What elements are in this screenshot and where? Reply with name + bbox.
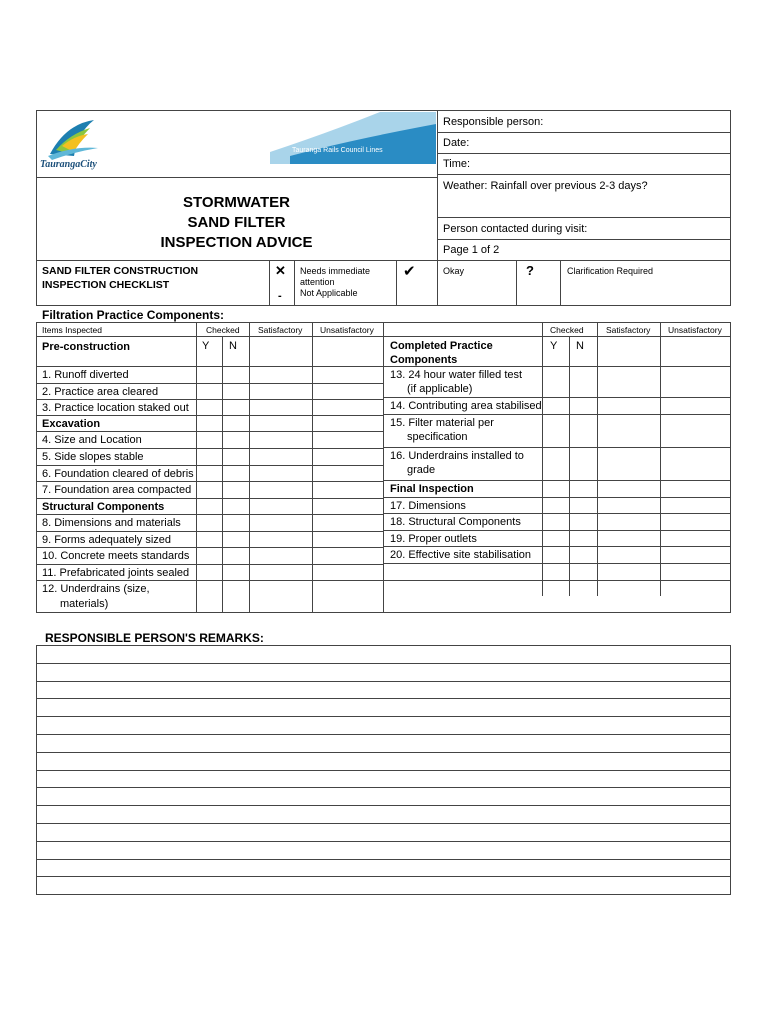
- cross-icon: ✕: [275, 263, 286, 278]
- checklist-item: Structural Components: [42, 501, 165, 513]
- checklist-item: 16. Underdrains installed to: [390, 450, 524, 462]
- checklist-item: 7. Foundation area compacted: [42, 484, 192, 496]
- remark-line: [36, 698, 731, 699]
- row-rule: [383, 497, 731, 498]
- row-rule: [36, 399, 383, 400]
- row-rule: [36, 415, 383, 416]
- col-y: Y: [550, 340, 558, 352]
- rule: [516, 261, 517, 306]
- remark-line: [36, 805, 731, 806]
- date-field[interactable]: Date:: [443, 137, 470, 149]
- row-rule: [36, 514, 383, 515]
- not-applicable-label: Not Applicable: [300, 288, 358, 298]
- row-rule: [383, 447, 731, 448]
- row-rule: [36, 465, 383, 466]
- col-unsatisfactory: Unsatisfactory: [320, 325, 374, 335]
- row-rule: [36, 531, 383, 532]
- checklist-item: 10. Concrete meets standards: [42, 550, 190, 562]
- remark-line: [36, 663, 731, 664]
- rule: [437, 261, 438, 306]
- checklist-item: 19. Proper outlets: [390, 533, 477, 545]
- question-icon: ?: [526, 263, 534, 278]
- clarification-label: Clarification Required: [567, 266, 654, 276]
- checklist-item: 18. Structural Components: [390, 516, 521, 528]
- city-logo-icon: [44, 116, 100, 162]
- row-rule: [36, 383, 383, 384]
- person-contacted-field[interactable]: Person contacted during visit:: [443, 223, 588, 235]
- checklist-item: specification: [407, 431, 468, 443]
- rule: [437, 217, 731, 218]
- section-title: Filtration Practice Components:: [42, 308, 225, 322]
- remark-line: [36, 752, 731, 753]
- row-rule: [383, 414, 731, 415]
- checklist-item: 2. Practice area cleared: [42, 386, 159, 398]
- checklist-item: 12. Underdrains (size,: [42, 583, 150, 595]
- rule: [437, 132, 731, 133]
- checklist-item: grade: [407, 464, 436, 476]
- checklist-item: (if applicable): [407, 383, 473, 395]
- col-unsatisfactory: Unsatisfactory: [668, 325, 722, 335]
- banner-wave-icon: [270, 112, 436, 164]
- col-n: N: [576, 340, 584, 352]
- rule: [269, 261, 270, 306]
- checklist-item: 17. Dimensions: [390, 500, 466, 512]
- row-rule: [383, 530, 731, 531]
- checklist-item: Completed Practice: [390, 340, 493, 352]
- col-n: N: [229, 340, 237, 352]
- rule: [437, 153, 731, 154]
- checklist-item: Components: [390, 354, 458, 366]
- checklist-item: 11. Prefabricated joints sealed: [42, 567, 190, 579]
- header-logo-divider: [36, 177, 437, 178]
- remark-line: [36, 716, 731, 717]
- logo-text: TaurangaCity: [40, 159, 97, 170]
- checklist-item: 8. Dimensions and materials: [42, 517, 181, 529]
- row-rule: [36, 580, 383, 581]
- remark-line: [36, 734, 731, 735]
- checklist-item: 5. Side slopes stable: [42, 451, 144, 463]
- checklist-item: 20. Effective site stabilisation: [390, 549, 532, 561]
- time-field[interactable]: Time:: [443, 158, 471, 170]
- checklist-title: INSPECTION CHECKLIST: [42, 279, 170, 291]
- checklist-item: 3. Practice location staked out: [42, 402, 189, 414]
- rule: [437, 174, 731, 175]
- responsible-person-field[interactable]: Responsible person:: [443, 116, 544, 128]
- title-line: SAND FILTER: [187, 214, 286, 231]
- remark-line: [36, 859, 731, 860]
- col-checked: Checked: [206, 325, 240, 335]
- needs-attention-label: attention: [300, 277, 335, 287]
- checklist-item: 13. 24 hour water filled test: [390, 369, 523, 381]
- row-rule: [36, 448, 383, 449]
- checklist-item: materials): [60, 598, 109, 610]
- rule: [569, 336, 570, 596]
- row-rule: [36, 431, 383, 432]
- col-y: Y: [202, 340, 210, 352]
- banner-text: Tauranga Rails Council Lines: [292, 147, 383, 154]
- rule: [222, 336, 223, 613]
- title-line: INSPECTION ADVICE: [160, 234, 313, 251]
- rule: [660, 322, 661, 596]
- checklist-item: 15. Filter material per: [390, 417, 494, 429]
- rule: [542, 322, 543, 596]
- remark-line: [36, 841, 731, 842]
- checklist-item: 1. Runoff diverted: [42, 369, 129, 381]
- row-rule: [36, 481, 383, 482]
- checklist-item: 9. Forms adequately sized: [42, 534, 172, 546]
- remark-line: [36, 876, 731, 877]
- row-rule: [36, 547, 383, 548]
- row-rule: [383, 480, 731, 481]
- row-rule: [383, 513, 731, 514]
- row-rule: [383, 580, 731, 581]
- col-satisfactory: Satisfactory: [606, 325, 651, 335]
- title-line: STORMWATER: [183, 194, 290, 211]
- rule: [36, 336, 731, 337]
- row-rule: [383, 366, 731, 367]
- checklist-item: 4. Size and Location: [42, 434, 142, 446]
- col-checked: Checked: [550, 325, 584, 335]
- checklist-item: 14. Contributing area stabilised: [390, 400, 542, 412]
- checklist-item: 6. Foundation cleared of debris: [42, 468, 194, 480]
- row-rule: [36, 564, 383, 565]
- checklist-title: SAND FILTER CONSTRUCTION: [42, 265, 199, 277]
- checklist-item: Pre-construction: [42, 341, 131, 353]
- remark-line: [36, 787, 731, 788]
- check-icon: ✔: [403, 263, 416, 280]
- rule: [597, 322, 598, 596]
- col-items-inspected: Items Inspected: [42, 325, 103, 335]
- rule: [437, 239, 731, 240]
- remark-line: [36, 823, 731, 824]
- remark-line: [36, 681, 731, 682]
- checklist-item: Final Inspection: [390, 483, 474, 495]
- rule: [560, 261, 561, 306]
- row-rule: [383, 546, 731, 547]
- dash-icon: -: [278, 290, 282, 302]
- remark-line: [36, 770, 731, 771]
- col-satisfactory: Satisfactory: [258, 325, 303, 335]
- checklist-item: Excavation: [42, 418, 101, 430]
- weather-field[interactable]: Weather: Rainfall over previous 2-3 days?: [443, 180, 648, 192]
- row-rule: [36, 366, 383, 367]
- row-rule: [383, 563, 731, 564]
- rule: [396, 261, 397, 306]
- rule: [294, 261, 295, 306]
- page-title: [36, 193, 437, 253]
- row-rule: [383, 397, 731, 398]
- page-number: Page 1 of 2: [443, 244, 500, 256]
- needs-attention-label: Needs immediate: [300, 266, 371, 276]
- row-rule: [36, 498, 383, 499]
- okay-label: Okay: [443, 266, 465, 276]
- remarks-title: RESPONSIBLE PERSON'S REMARKS:: [45, 631, 264, 645]
